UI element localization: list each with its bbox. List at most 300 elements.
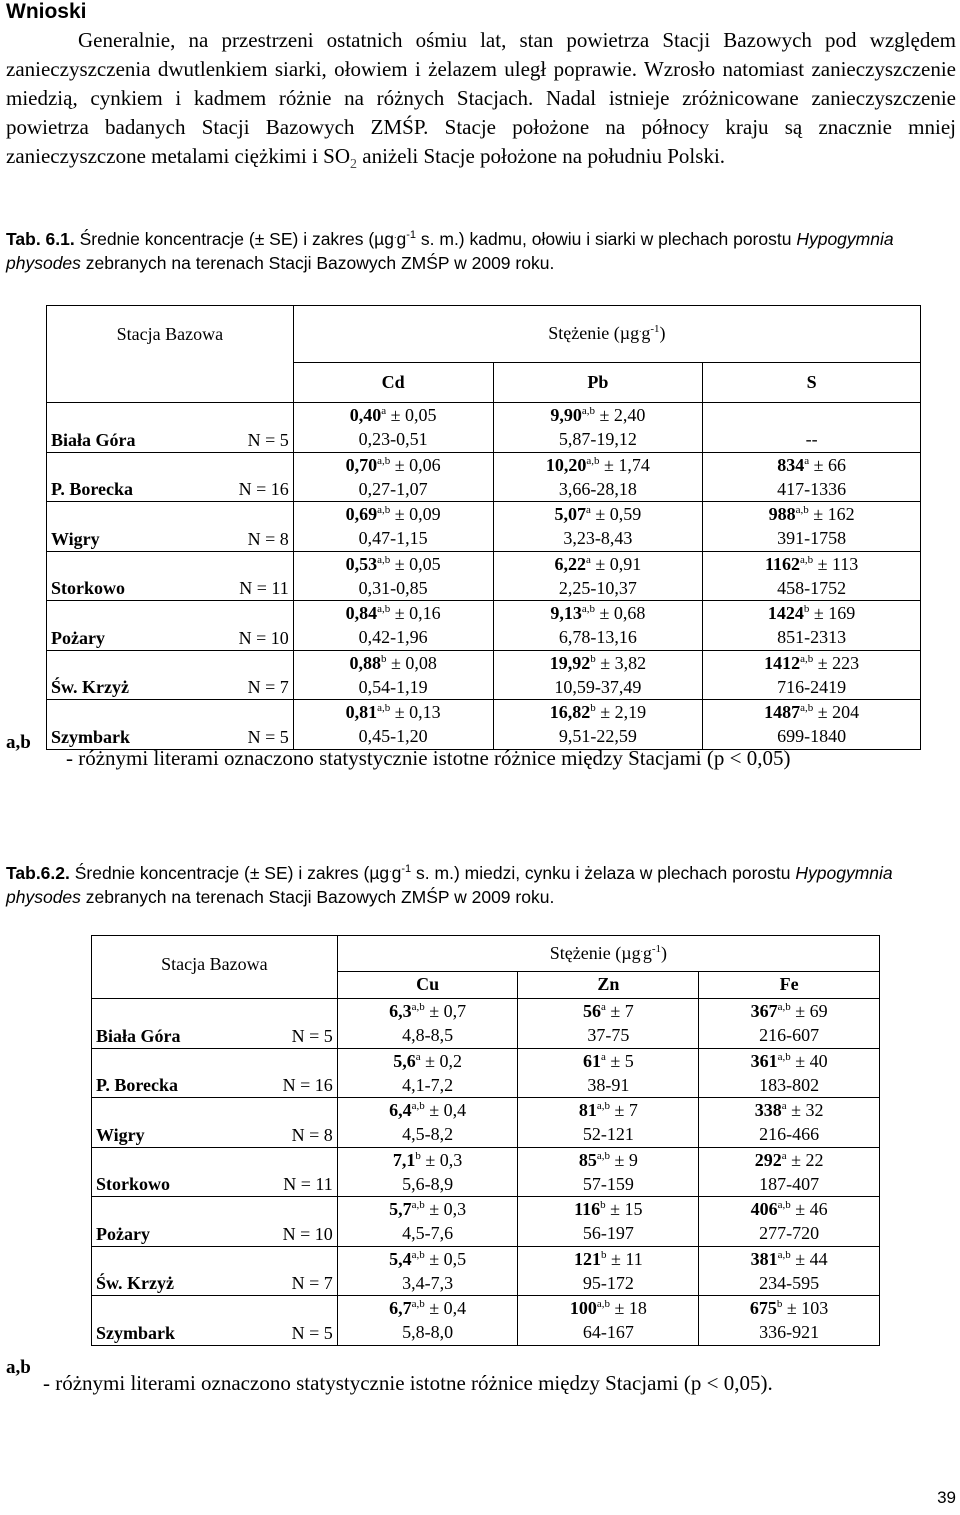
mean-se (518, 1098, 698, 1122)
sample-count: N = 5 (186, 403, 293, 453)
section-heading: Wnioski (6, 0, 87, 23)
mean-value: 19,92 (549, 652, 591, 673)
significance-letters: b (380, 652, 387, 665)
mean-se (703, 453, 920, 477)
significance-letters: b (600, 1199, 606, 1212)
standard-error: ± 0,4 (424, 1298, 467, 1319)
table2-caption-unit: g (391, 863, 402, 883)
mean-value: 5,7 (389, 1199, 412, 1220)
standard-error: ± 0,91 (590, 553, 642, 574)
standard-error: ± 46 (790, 1199, 828, 1220)
significance-letters: a,b (800, 652, 814, 665)
sample-count: N = 5 (241, 1296, 337, 1346)
significance-letters: a (781, 1149, 787, 1162)
mean-value: 9,90 (550, 405, 582, 426)
significance-letters: a,b (411, 1199, 425, 1212)
mean-value: 1424 (767, 603, 804, 624)
range-value: 95-172 (582, 1272, 634, 1293)
value-cell (518, 1048, 699, 1098)
range-value: 4,5-7,6 (402, 1223, 454, 1244)
standard-error: ± 1,74 (599, 454, 650, 475)
mean-value: 121 (573, 1248, 601, 1269)
value-cell (293, 452, 493, 502)
standard-error: ± 204 (813, 702, 860, 723)
table2-col-fe: Fe (699, 971, 880, 998)
value-cell (337, 1296, 518, 1346)
mean-value: 292 (754, 1149, 782, 1170)
standard-error: ± 0,3 (420, 1149, 463, 1170)
value-cell (337, 1048, 518, 1098)
table2-caption-species: Hypogymnia physodes (6, 863, 893, 907)
table2-station-header: Stacja Bazowa (92, 936, 338, 999)
standard-error: ± 22 (786, 1149, 824, 1170)
station-name: P. Borecka (47, 452, 187, 502)
standard-error: ± 0,7 (424, 1001, 467, 1022)
standard-error: ± 0,13 (390, 702, 441, 723)
mean-se (338, 1098, 518, 1122)
mean-value: 16,82 (549, 702, 591, 723)
standard-error: ± 223 (813, 652, 860, 673)
mean-value: 5,4 (389, 1248, 412, 1269)
significance-letters: a,b (411, 1100, 425, 1113)
value-cell (699, 1147, 880, 1197)
station-name: Wigry (47, 502, 187, 552)
table2-caption-after: s. m.) miedzi, cynku i żelaza w plechach porostu (411, 863, 796, 883)
mean-value: 56 (582, 1001, 601, 1022)
value-cell (337, 1147, 518, 1197)
table1-footnote-text: - różnymi literami oznaczono statystycznie istotne różnice między Stacjami (p < 0,05) (66, 746, 791, 770)
range-value: 0,27-1,07 (358, 478, 428, 499)
mean-se (494, 403, 703, 427)
table-row (47, 551, 921, 601)
standard-error: ± 11 (606, 1248, 643, 1269)
station-name: Szymbark (47, 700, 187, 750)
mean-value: 381 (750, 1248, 778, 1269)
value-cell (337, 1246, 518, 1296)
mean-value: 6,22 (554, 553, 586, 574)
table1-caption-after: s. m.) kadmu, ołowiu i siarki w plechach porostu (416, 229, 797, 249)
significance-letters: a,b (596, 1298, 610, 1311)
mean-se (338, 999, 518, 1023)
table1-caption-unit-sup: -1 (406, 229, 417, 241)
significance-letters: a (600, 1001, 606, 1014)
mean-value: 5,07 (554, 504, 586, 525)
mean-se (703, 403, 920, 427)
table1-col-cd: Cd (293, 362, 493, 402)
standard-error: ± 2,40 (595, 405, 646, 426)
standard-error: ± 0,3 (424, 1199, 467, 1220)
value-cell (293, 502, 493, 552)
standard-error: ± 2,19 (595, 702, 647, 723)
range-value: 716-2419 (777, 676, 847, 697)
table-row (92, 999, 880, 1049)
table-row (92, 1296, 880, 1346)
significance-letters: a,b (777, 1199, 791, 1212)
significance-letters: a (585, 553, 591, 566)
sample-count: N = 11 (241, 1147, 337, 1197)
table1-footnote-symbol: a,b (6, 732, 31, 753)
significance-letters: a,b (377, 603, 391, 616)
paragraph-text-end: aniżeli Stacje położone na południu Polski. (357, 144, 726, 168)
range-value: 37-75 (587, 1025, 630, 1046)
mean-value: 1162 (764, 553, 800, 574)
sample-count: N = 5 (241, 999, 337, 1049)
table-row (47, 452, 921, 502)
value-cell (493, 601, 703, 651)
value-cell (518, 1246, 699, 1296)
significance-letters: a (585, 504, 591, 517)
mean-value: 6,7 (389, 1298, 412, 1319)
mean-se (518, 1197, 698, 1221)
table-row (92, 1197, 880, 1247)
value-cell (703, 403, 921, 453)
value-cell (493, 700, 703, 750)
standard-error: ± 9 (609, 1149, 638, 1170)
significance-letters: a,b (411, 1248, 425, 1261)
range-value: -- (805, 429, 818, 450)
table2-caption-unit-sup: -1 (401, 863, 412, 875)
sample-count: N = 8 (241, 1098, 337, 1148)
table1-caption-label: Tab. 6.1. (6, 229, 75, 249)
significance-letters: a,b (377, 504, 391, 517)
table2 (91, 935, 880, 1346)
station-name: Pożary (92, 1197, 242, 1247)
standard-error: ± 0,09 (390, 504, 441, 525)
table1 (46, 305, 921, 750)
mean-se (518, 1296, 698, 1320)
significance-letters: b (590, 702, 596, 715)
table2-footnote-symbol: a,b (6, 1357, 31, 1378)
mean-se (494, 700, 703, 724)
mean-value: 116 (574, 1199, 601, 1220)
standard-error: ± 0,4 (424, 1100, 467, 1121)
value-cell (518, 1197, 699, 1247)
table2-caption-text: Średnie koncentracje (± SE) i zakres (µg (69, 863, 390, 883)
value-cell (337, 1197, 518, 1247)
mean-value: 675 (749, 1298, 777, 1319)
value-cell (699, 999, 880, 1049)
range-value: 5,87-19,12 (558, 429, 637, 450)
range-value: 336-921 (759, 1322, 820, 1343)
value-cell (703, 551, 921, 601)
page-number: 39 (937, 1488, 956, 1507)
value-cell (293, 403, 493, 453)
range-value: 38-91 (587, 1074, 630, 1095)
sample-count: N = 16 (241, 1048, 337, 1098)
standard-error: ± 0,59 (590, 504, 642, 525)
mean-se (699, 1296, 879, 1320)
mean-se (518, 1049, 698, 1073)
mean-value: 10,20 (545, 454, 587, 475)
table-row (92, 1098, 880, 1148)
station-name: Storkowo (47, 551, 187, 601)
sample-count: N = 10 (186, 601, 293, 651)
mean-se (338, 1296, 518, 1320)
range-value: 2,25-10,37 (558, 577, 637, 598)
standard-error: ± 32 (786, 1100, 824, 1121)
significance-letters: b (600, 1248, 607, 1261)
standard-error: ± 103 (782, 1298, 829, 1319)
mean-value: 0,53 (345, 553, 378, 574)
mean-se (703, 651, 920, 675)
table-row (92, 1048, 880, 1098)
standard-error: ± 0,68 (595, 603, 646, 624)
table1-caption-unit: g (396, 229, 407, 249)
table2-caption: Tab.6.2. Średnie koncentracje (± SE) i zakres ($\mu g^.g^{-1}$ s. m.) miedzi, cynku i żelaza w plechach porostu Hypogymnia physodes zebranych na terenach Stacji Bazowych ZMŚP w 2009 roku. (6, 863, 893, 907)
mean-se (699, 1148, 879, 1172)
range-value: 0,23-0,51 (358, 429, 428, 450)
mean-se (703, 552, 920, 576)
range-value: 417-1336 (777, 478, 847, 499)
sample-count: N = 7 (241, 1246, 337, 1296)
table1-caption-end: zebranych na terenach Stacji Bazowych ZMŚP w 2009 roku. (80, 253, 555, 273)
mean-value: 0,84 (345, 603, 378, 624)
significance-letters: a,b (777, 1050, 791, 1063)
range-value: 4,8-8,5 (402, 1025, 454, 1046)
standard-error: ± 0,2 (420, 1050, 462, 1071)
table2-footnote-text: - różnymi literami oznaczono statystycznie istotne różnice między Stacjami (p < 0,05). (43, 1371, 773, 1395)
range-value: 234-595 (759, 1272, 820, 1293)
station-name: P. Borecka (92, 1048, 242, 1098)
mean-se (703, 502, 920, 526)
standard-error: ± 162 (808, 504, 855, 525)
value-cell (293, 601, 493, 651)
table-row (92, 1147, 880, 1197)
significance-letters: a (804, 454, 810, 467)
table1-concentration-header: Stężenie $(\mu g^.g^{-1})$ (293, 306, 920, 363)
value-cell (293, 700, 493, 750)
value-cell (293, 551, 493, 601)
range-value: 5,8-8,0 (402, 1322, 454, 1343)
significance-letters: a (781, 1100, 787, 1113)
mean-se (494, 502, 703, 526)
mean-se (294, 552, 493, 576)
significance-letters: a,b (411, 1001, 425, 1014)
significance-letters: a,b (377, 553, 391, 566)
value-cell (699, 1246, 880, 1296)
table1-station-header: Stacja Bazowa (47, 306, 294, 403)
significance-letters: a,b (596, 1100, 610, 1113)
significance-letters: a,b (596, 1149, 610, 1162)
value-cell (699, 1197, 880, 1247)
paragraph-text: Generalnie, na przestrzeni ostatnich ośmiu lat, stan powietrza Stacji Bazowych pod względem zanieczyszczenia dwutlenkiem siarki, ołowiem i żelazem uległ poprawie. Wzrosło natomiast zanieczyszczenie miedzią, cynkiem i kadmem różnie na różnych Stacjach. Nadal istnieje zróżnicowane zanieczyszczenie powietrza badanych Stacji Bazowych ZMŚP. Stacje położone na północy kraju są znacznie mniej zanieczyszczone metalami ciężkimi i SO (6, 28, 956, 168)
sample-count: N = 5 (186, 700, 293, 750)
range-value: 0,47-1,15 (358, 528, 428, 549)
station-name: Biała Góra (92, 999, 242, 1049)
table1-caption-species: Hypogymnia physodes (6, 229, 894, 273)
sample-count: N = 11 (186, 551, 293, 601)
range-value: 6,78-13,16 (558, 627, 637, 648)
table2-caption-end: zebranych na terenach Stacji Bazowych ZMŚP w 2009 roku. (80, 887, 555, 907)
range-value: 3,66-28,18 (558, 478, 637, 499)
mean-value: 988 (768, 504, 796, 525)
significance-letters: a,b (377, 702, 391, 715)
mean-se (294, 453, 493, 477)
sample-count: N = 10 (241, 1197, 337, 1247)
table2-col-cu: Cu (337, 971, 518, 998)
mean-se (699, 999, 879, 1023)
significance-letters: b (803, 603, 810, 616)
mean-value: 361 (750, 1050, 778, 1071)
significance-letters: a (600, 1050, 606, 1063)
station-name: Św. Krzyż (47, 650, 187, 700)
standard-error: ± 18 (609, 1298, 647, 1319)
sample-count: N = 8 (186, 502, 293, 552)
paragraph-subscript: 2 (350, 157, 358, 173)
range-value: 216-607 (759, 1025, 820, 1046)
standard-error: ± 40 (790, 1050, 828, 1071)
station-name: Szymbark (92, 1296, 242, 1346)
conclusions-paragraph (6, 26, 956, 179)
mean-value: 6,3 (389, 1001, 412, 1022)
table2-caption-label: Tab.6.2. (6, 863, 70, 883)
value-cell (493, 502, 703, 552)
value-cell (337, 1098, 518, 1148)
value-cell (518, 1147, 699, 1197)
mean-se (338, 1197, 518, 1221)
value-cell (703, 502, 921, 552)
mean-se (703, 601, 920, 625)
value-cell (703, 452, 921, 502)
significance-letters: a,b (777, 1248, 791, 1261)
significance-letters: a,b (800, 702, 814, 715)
mean-se (494, 601, 703, 625)
mean-se (518, 1247, 698, 1271)
mean-value: 100 (569, 1298, 597, 1319)
table1-col-s: S (703, 362, 921, 402)
range-value: 277-720 (759, 1223, 820, 1244)
mean-value: 338 (754, 1100, 782, 1121)
value-cell (699, 1098, 880, 1148)
standard-error: ± 5 (605, 1050, 634, 1071)
range-value: 0,31-0,85 (358, 577, 428, 598)
range-value: 52-121 (582, 1124, 634, 1145)
mean-se (699, 1247, 879, 1271)
standard-error: ± 69 (790, 1001, 828, 1022)
significance-letters: a,b (799, 553, 814, 566)
significance-letters: a,b (795, 504, 809, 517)
table2-col-zn: Zn (518, 971, 699, 998)
mean-value: 0,70 (345, 454, 378, 475)
table1-caption: Tab. 6.1. Średnie koncentracje (± SE) i zakres ($\mu g^.g^{-1}$ s. m.) kadmu, ołowiu i siarki w plechach porostu Hypogymnia physodes zebranych na terenach Stacji Bazowych ZMŚP w 2009 roku. (6, 229, 894, 273)
value-cell (699, 1048, 880, 1098)
range-value: 56-197 (582, 1223, 634, 1244)
range-value: 458-1752 (777, 577, 847, 598)
mean-value: 85 (578, 1149, 597, 1170)
significance-letters: a (415, 1050, 421, 1063)
range-value: 183-802 (759, 1074, 820, 1095)
significance-letters: b (776, 1298, 783, 1311)
significance-letters: a,b (377, 454, 391, 467)
standard-error: ± 7 (605, 1001, 634, 1022)
station-name: Św. Krzyż (92, 1246, 242, 1296)
significance-letters: a,b (777, 1001, 791, 1014)
mean-se (494, 651, 703, 675)
value-cell (293, 650, 493, 700)
mean-value: 5,6 (393, 1050, 416, 1071)
mean-se (703, 700, 920, 724)
mean-se (699, 1098, 879, 1122)
value-cell (518, 999, 699, 1049)
mean-se (494, 453, 703, 477)
mean-se (494, 552, 703, 576)
mean-se (294, 502, 493, 526)
standard-error: ± 0,16 (390, 603, 441, 624)
range-value: 0,54-1,19 (358, 676, 428, 697)
mean-value: 7,1 (392, 1149, 416, 1170)
table-row (47, 403, 921, 453)
value-cell (493, 551, 703, 601)
standard-error: ± 169 (809, 603, 856, 624)
mean-se (294, 700, 493, 724)
significance-letters: a,b (581, 405, 595, 418)
value-cell (703, 601, 921, 651)
mean-value: 9,13 (550, 603, 582, 624)
standard-error: ± 0,06 (390, 454, 441, 475)
table-row (47, 700, 921, 750)
significance-letters: a,b (411, 1298, 425, 1311)
sample-count: N = 7 (186, 650, 293, 700)
value-cell (337, 999, 518, 1049)
mean-value: 0,81 (345, 702, 378, 723)
range-value: 64-167 (582, 1322, 634, 1343)
mean-value: 1412 (764, 652, 801, 673)
range-value: 10,59-37,49 (554, 676, 642, 697)
mean-value: 1487 (764, 702, 801, 723)
mean-value: 0,40 (349, 405, 382, 426)
value-cell (493, 452, 703, 502)
station-name: Storkowo (92, 1147, 242, 1197)
significance-letters: a (381, 405, 387, 418)
mean-value: 61 (582, 1050, 601, 1071)
significance-letters: b (590, 652, 596, 665)
range-value: 391-1758 (777, 528, 847, 549)
mean-se (699, 1049, 879, 1073)
range-value: 216-466 (759, 1124, 820, 1145)
significance-letters: a,b (586, 454, 600, 467)
mean-value: 0,88 (349, 652, 381, 673)
range-value: 3,4-7,3 (402, 1272, 454, 1293)
value-cell (699, 1296, 880, 1346)
mean-value: 406 (750, 1199, 778, 1220)
mean-value: 6,4 (389, 1100, 412, 1121)
range-value: 3,23-8,43 (563, 528, 633, 549)
value-cell (518, 1296, 699, 1346)
range-value: 0,45-1,20 (358, 726, 428, 747)
range-value: 4,5-8,2 (402, 1124, 454, 1145)
table-row (92, 1246, 880, 1296)
table2-concentration-header: Stężenie $(\mu g^.g^{-1})$ (337, 936, 879, 972)
table1-caption-text: Średnie koncentracje (± SE) i zakres (µg (74, 229, 394, 249)
mean-se (294, 651, 493, 675)
mean-value: 367 (750, 1001, 778, 1022)
range-value: 57-159 (582, 1173, 634, 1194)
significance-letters: a,b (581, 603, 595, 616)
range-value: 851-2313 (777, 627, 847, 648)
standard-error: ± 0,05 (386, 405, 437, 426)
significance-letters: b (415, 1149, 421, 1162)
standard-error: ± 7 (609, 1100, 638, 1121)
station-name: Wigry (92, 1098, 242, 1148)
table-row (47, 502, 921, 552)
mean-se (338, 1049, 518, 1073)
station-name: Pożary (47, 601, 187, 651)
mean-value: 0,69 (345, 504, 378, 525)
value-cell (703, 650, 921, 700)
standard-error: ± 113 (813, 553, 859, 574)
table1-col-pb: Pb (493, 362, 703, 402)
table-row (47, 650, 921, 700)
